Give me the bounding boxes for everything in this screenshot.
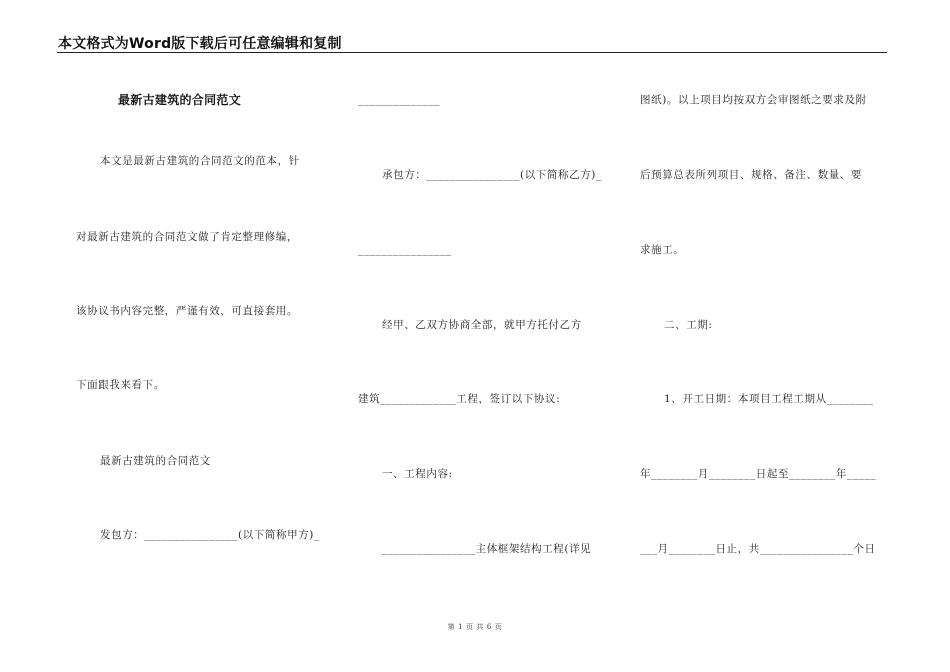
document-header-title: 本文格式为Word版下载后可任意编辑和复制	[58, 36, 342, 52]
column1-line-5: 下面跟我来看下。	[76, 379, 165, 391]
column2-section-heading: 一、工程内容:	[382, 468, 453, 480]
column2-line-4: 经甲、乙双方协商全部，就甲方托付乙方	[382, 319, 582, 331]
column1-line-3: 对最新古建筑的合同范文做了肯定整理修编，	[76, 231, 298, 243]
column3-line-6: 年________月________日起至________年_____	[640, 468, 877, 480]
column3-line-5: 1、开工日期：本项目工程工期从________	[664, 393, 874, 405]
header-divider	[57, 52, 887, 53]
column1-line-4: 该协议书内容完整，严谨有效，可直接套用。	[76, 305, 298, 317]
column2-line-3: ________________	[358, 244, 452, 256]
column1-line-2: 本文是最新古建筑的合同范文的范本，针	[100, 155, 300, 167]
column2-line-5: 建筑_____________工程，签订以下协议:	[358, 393, 561, 405]
column2-line-2: 承包方：________________(以下简称乙方)_	[382, 169, 602, 181]
column3-line-3: 求施工。	[640, 244, 685, 256]
column2-line-1: ______________	[358, 94, 440, 106]
column3-section-heading: 二、工期:	[664, 319, 713, 331]
column3-line-1: 图纸)。以上项目均按双方会审图纸之要求及附	[640, 94, 867, 106]
document-title: 最新古建筑的合同范文	[118, 93, 242, 107]
column3-line-2: 后预算总表所列项目、规格、备注、数量、要	[640, 169, 862, 181]
column2-line-7: ________________主体框架结构工程(详见	[382, 543, 592, 555]
column1-line-7: 发包方：________________(以下简称甲方)_	[100, 529, 320, 541]
column1-subtitle: 最新古建筑的合同范文	[100, 455, 211, 467]
column3-line-7: ___月________日止，共________________个日	[640, 543, 876, 555]
page-number-footer: 第 1 页 共 6 页	[447, 623, 503, 631]
